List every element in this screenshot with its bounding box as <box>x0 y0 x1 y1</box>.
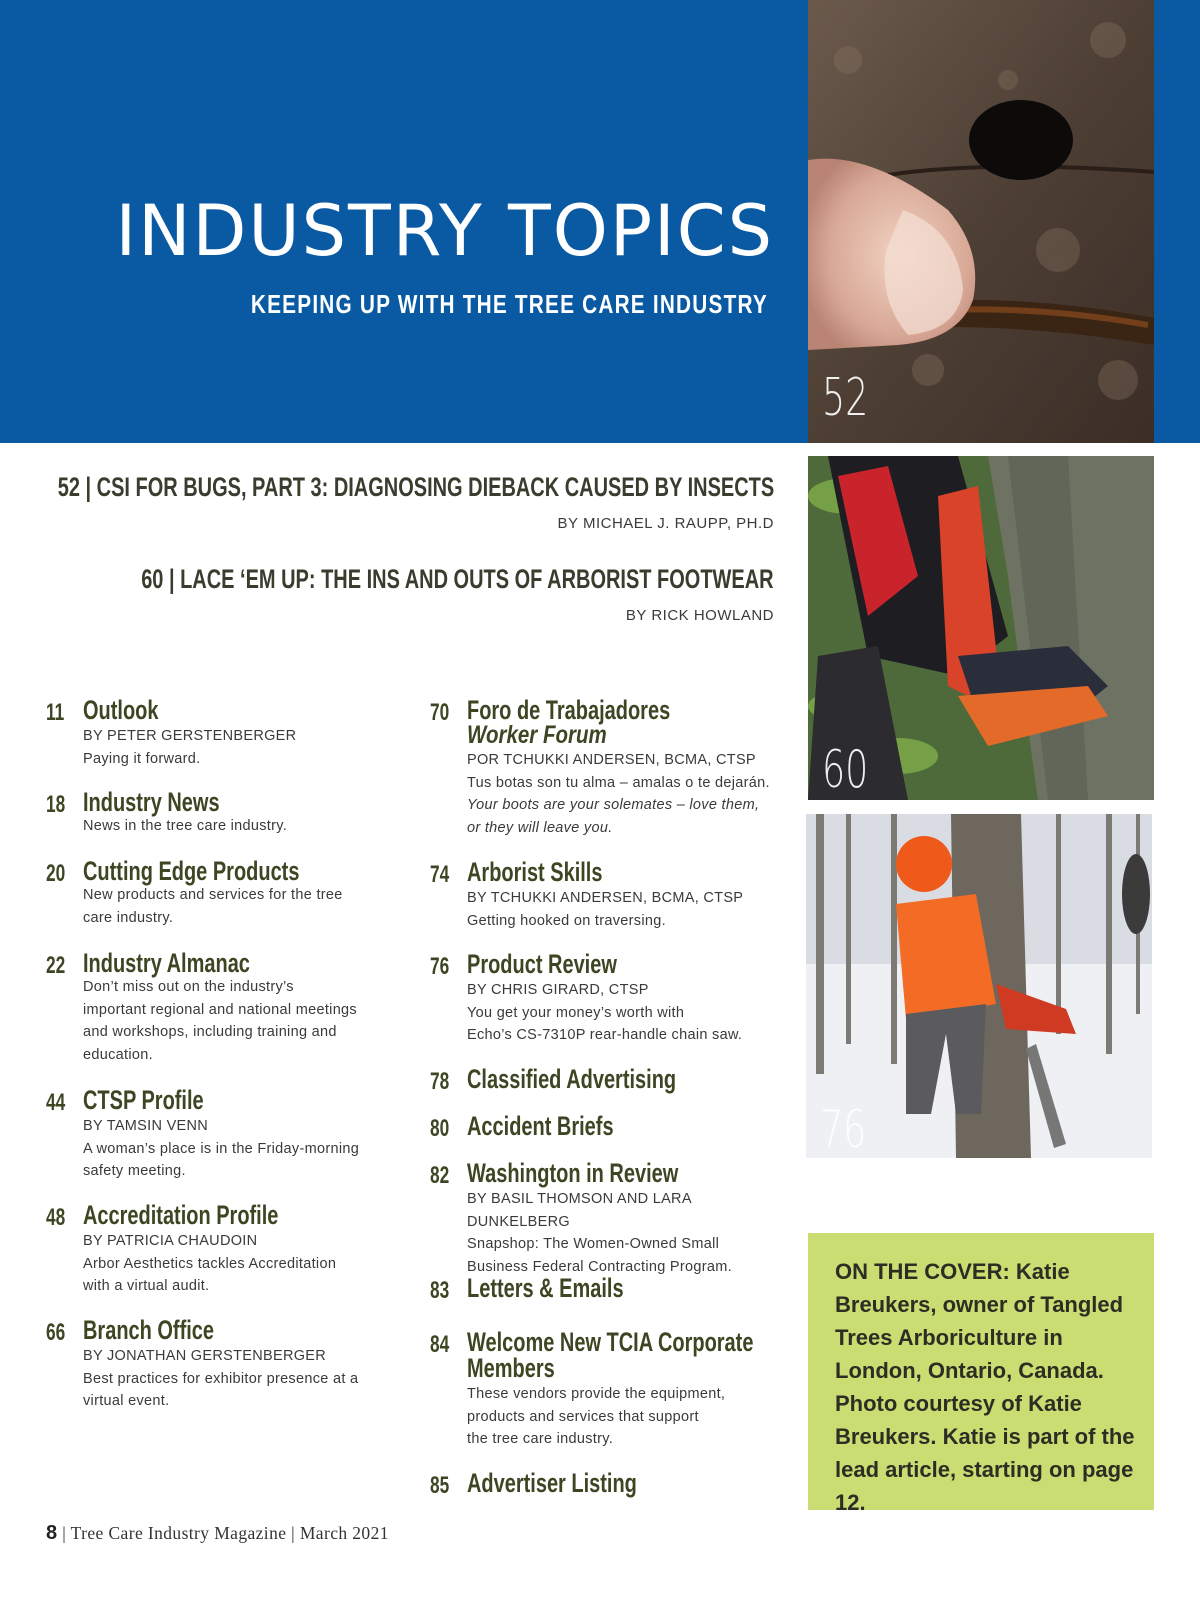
toc-page-number: 18 <box>46 791 66 818</box>
toc-description-translation: or they will leave you. <box>467 819 613 836</box>
featured-article-byline: BY RICK HOWLAND <box>625 607 774 624</box>
toc-byline: BY TCHUKKI ANDERSEN, BCMA, CTSP <box>467 890 744 906</box>
featured-article-title[interactable]: 52 | CSI FOR BUGS, PART 3: DIAGNOSING DIEBACK CAUSED BY INSECTS <box>57 472 774 502</box>
toc-page-number: 83 <box>430 1277 450 1304</box>
toc-byline: BY PETER GERSTENBERGER <box>83 728 297 744</box>
toc-description: Tus botas son tu alma – amalas o te dejarán. <box>467 774 770 791</box>
photo-climbing-boot <box>808 456 1154 800</box>
toc-title[interactable]: Letters & Emails <box>467 1273 624 1303</box>
toc-page-number: 44 <box>46 1089 66 1116</box>
section-title: INDUSTRY TOPICS <box>115 190 774 272</box>
toc-page-number: 78 <box>430 1068 450 1095</box>
toc-description: New products and services for the tree <box>83 887 343 903</box>
toc-title[interactable]: Classified Advertising <box>467 1064 677 1094</box>
toc-byline: BY PATRICIA CHAUDOIN <box>83 1233 258 1249</box>
toc-entry[interactable] <box>46 1202 406 1298</box>
toc-description: Paying it forward. <box>83 750 201 767</box>
toc-entry[interactable] <box>430 1160 790 1278</box>
toc-page-number: 22 <box>46 952 66 979</box>
toc-description: News in the tree care industry. <box>83 818 288 834</box>
toc-entry[interactable] <box>46 1317 406 1413</box>
toc-page-number: 74 <box>430 861 450 888</box>
toc-title[interactable]: Advertiser Listing <box>467 1468 637 1498</box>
toc-byline: BY TAMSIN VENN <box>83 1118 209 1134</box>
toc-page-number: 82 <box>430 1162 450 1189</box>
toc-page-number: 80 <box>430 1115 450 1142</box>
toc-title[interactable]: CTSP Profile <box>83 1085 204 1115</box>
toc-title[interactable]: Industry News <box>83 787 220 817</box>
toc-page-number: 85 <box>430 1472 450 1499</box>
toc-description: important regional and national meetings <box>83 1001 357 1018</box>
page-number: 8 <box>46 1522 58 1544</box>
featured-article[interactable] <box>0 564 774 624</box>
featured-article[interactable] <box>0 472 774 532</box>
toc-entry[interactable] <box>430 1064 790 1095</box>
toc-byline: BY JONATHAN GERSTENBERGER <box>83 1348 327 1364</box>
toc-description: education. <box>83 1046 153 1063</box>
toc-description: Don’t miss out on the industry’s <box>83 979 294 995</box>
photo-bark-exit-hole <box>808 0 1154 443</box>
toc-byline: POR TCHUKKI ANDERSEN, BCMA, CTSP <box>467 752 756 768</box>
toc-entry[interactable] <box>46 950 406 1066</box>
toc-description: Business Federal Contracting Program. <box>467 1258 732 1275</box>
toc-description: and workshops, including training and <box>83 1024 337 1040</box>
toc-page-number: 76 <box>430 953 450 980</box>
section-subtitle: KEEPING UP WITH THE TREE CARE INDUSTRY <box>250 289 769 319</box>
toc-title[interactable]: Accident Briefs <box>467 1111 614 1141</box>
cover-caption: ON THE COVER: Katie Breukers, owner of Tangled Trees Arboriculture in London, Ontario, Canada. Photo courtesy of Katie Breukers. Katie is part of the lead article, starting on page 12. <box>835 1259 1135 1515</box>
toc-entry[interactable] <box>430 1468 790 1499</box>
photo-arborist-chainsaw <box>806 814 1152 1158</box>
featured-article-title[interactable]: 60 | LACE ‘EM UP: THE INS AND OUTS OF ARBORIST FOOTWEAR <box>141 564 774 594</box>
toc-description: the tree care industry. <box>467 1431 614 1447</box>
photo-page-number: 52 <box>822 368 869 428</box>
toc-entry[interactable] <box>430 1329 790 1451</box>
toc-title[interactable]: Washington in Review <box>467 1158 679 1188</box>
toc-description: You get your money’s worth with <box>467 1004 685 1021</box>
toc-description: virtual event. <box>83 1393 170 1409</box>
toc-description: Arbor Aesthetics tackles Accreditation <box>83 1255 337 1272</box>
toc-description: These vendors provide the equipment, <box>467 1386 726 1402</box>
toc-description: A woman’s place is in the Friday-morning <box>83 1140 360 1157</box>
toc-page-number: 84 <box>430 1331 450 1358</box>
featured-article-byline: BY MICHAEL J. RAUPP, PH.D <box>557 515 774 532</box>
toc-subtitle[interactable]: Worker Forum <box>467 721 607 749</box>
toc-entry[interactable] <box>46 1087 406 1183</box>
toc-description: Best practices for exhibitor presence at a <box>83 1370 359 1387</box>
toc-page-number: 11 <box>46 699 65 726</box>
toc-title[interactable]: Branch Office <box>83 1315 215 1345</box>
footer-text: | Tree Care Industry Magazine | March 2021 <box>57 1523 389 1543</box>
toc-description: products and services that support <box>467 1408 699 1425</box>
toc-title[interactable]: Cutting Edge Products <box>83 856 300 886</box>
toc-title[interactable]: Members <box>467 1353 555 1383</box>
toc-description: Echo’s CS-7310P rear-handle chain saw. <box>467 1027 743 1043</box>
toc-page-number: 48 <box>46 1204 66 1231</box>
toc-entry[interactable] <box>430 1273 790 1304</box>
toc-description-translation: Your boots are your solemates – love them, <box>467 797 760 813</box>
toc-page-number: 20 <box>46 860 66 887</box>
toc-title[interactable]: Product Review <box>467 949 617 979</box>
toc-entry[interactable] <box>430 951 790 1047</box>
toc-entry[interactable] <box>430 697 790 839</box>
toc-description: safety meeting. <box>83 1163 186 1179</box>
toc-description: Snapshop: The Women-Owned Small <box>467 1236 720 1252</box>
toc-page-number: 70 <box>430 699 450 726</box>
toc-description: Getting hooked on traversing. <box>467 912 666 929</box>
toc-title[interactable]: Industry Almanac <box>83 948 250 978</box>
photo-page-number: 76 <box>820 1100 867 1158</box>
toc-title[interactable]: Welcome New TCIA Corporate <box>467 1327 754 1357</box>
photo-page-number: 60 <box>822 740 869 800</box>
toc-byline: BY CHRIS GIRARD, CTSP <box>467 982 649 998</box>
toc-entry[interactable] <box>46 697 406 770</box>
toc-entry[interactable] <box>430 1111 790 1142</box>
toc-title[interactable]: Arborist Skills <box>467 857 603 887</box>
toc-title[interactable]: Foro de Trabajadores <box>467 695 671 725</box>
toc-page-number: 66 <box>46 1319 66 1346</box>
cover-caption-box <box>808 1233 1154 1515</box>
toc-title[interactable]: Accreditation Profile <box>83 1200 279 1230</box>
toc-title[interactable]: Outlook <box>83 695 159 725</box>
toc-byline: BY BASIL THOMSON AND LARA DUNKELBERG <box>467 1191 692 1230</box>
toc-entry[interactable] <box>430 859 790 932</box>
toc-description: care industry. <box>83 909 174 926</box>
page-footer <box>46 1522 389 1545</box>
toc-entry[interactable] <box>46 858 406 929</box>
toc-entry[interactable] <box>46 789 406 838</box>
toc-description: with a virtual audit. <box>83 1278 210 1294</box>
